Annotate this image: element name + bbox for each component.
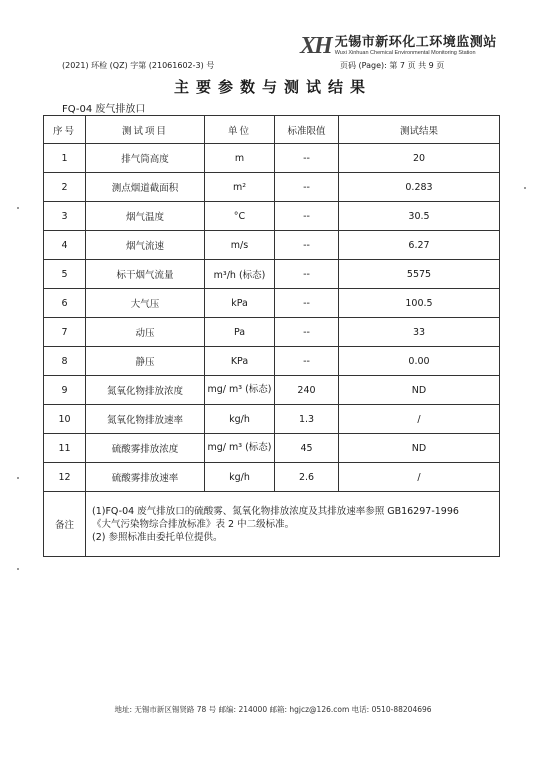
scan-speck — [524, 187, 526, 189]
row-result: ND — [339, 434, 500, 463]
row-item: 静压 — [86, 347, 205, 376]
scan-speck — [17, 207, 19, 209]
table-row — [44, 347, 500, 376]
row-unit: m³/h (标态) — [205, 260, 275, 289]
row-item: 氮氧化物排放浓度 — [86, 376, 205, 405]
row-item: 标干烟气流量 — [86, 260, 205, 289]
table-row — [44, 463, 500, 492]
row-item: 烟气温度 — [86, 202, 205, 231]
row-result: 0.00 — [339, 347, 500, 376]
header-result: 测试结果 — [339, 116, 500, 144]
table-row — [44, 318, 500, 347]
row-result: 6.27 — [339, 231, 500, 260]
row-limit: -- — [275, 318, 339, 347]
row-result: 30.5 — [339, 202, 500, 231]
row-item: 烟气流速 — [86, 231, 205, 260]
row-item: 排气筒高度 — [86, 144, 205, 173]
row-result: ND — [339, 376, 500, 405]
header-limit: 标准限值 — [275, 116, 339, 144]
row-no: 10 — [44, 405, 86, 434]
row-no: 6 — [44, 289, 86, 318]
row-result: 20 — [339, 144, 500, 173]
row-result: / — [339, 463, 500, 492]
row-unit: kg/h — [205, 405, 275, 434]
row-item: 大气压 — [86, 289, 205, 318]
header-no: 序号 — [44, 116, 86, 144]
row-no: 8 — [44, 347, 86, 376]
table-row — [44, 202, 500, 231]
row-no: 11 — [44, 434, 86, 463]
row-item: 硫酸雾排放浓度 — [86, 434, 205, 463]
note-line: 《大气污染物综合排放标准》表 2 中二级标准。 — [92, 518, 295, 530]
row-limit: 45 — [275, 434, 339, 463]
note-content — [86, 492, 500, 557]
table-row — [44, 173, 500, 202]
table-row — [44, 260, 500, 289]
row-limit: -- — [275, 289, 339, 318]
table-row — [44, 289, 500, 318]
section-subtitle: FQ-04 废气排放口 — [62, 104, 146, 115]
table-row — [44, 434, 500, 463]
results-table — [43, 115, 500, 557]
row-unit: Pa — [205, 318, 275, 347]
row-item: 测点烟道截面积 — [86, 173, 205, 202]
row-unit: mg/ m³ (标态) — [205, 376, 275, 405]
row-result: 33 — [339, 318, 500, 347]
row-unit: kPa — [205, 289, 275, 318]
row-no: 5 — [44, 260, 86, 289]
company-logo — [300, 34, 497, 58]
row-result: 100.5 — [339, 289, 500, 318]
row-item: 硫酸雾排放速率 — [86, 463, 205, 492]
row-limit: -- — [275, 231, 339, 260]
row-unit: m/s — [205, 231, 275, 260]
note-row — [44, 492, 500, 557]
table-row — [44, 405, 500, 434]
footer-contact: 地址: 无锡市新区锡贤路 78 号 邮编: 214000 邮箱: hgjcz@126.com 电话: 0510-88204696 — [114, 705, 432, 714]
row-limit: 2.6 — [275, 463, 339, 492]
page-title: 主要参数与测试结果 — [173, 78, 372, 96]
row-result: 0.283 — [339, 173, 500, 202]
note-line: (1)FQ-04 废气排放口的硫酸雾、氮氧化物排放浓度及其排放速率参照 GB16297-1996 — [92, 505, 459, 517]
scan-speck — [17, 568, 19, 570]
table-row — [44, 376, 500, 405]
row-no: 1 — [44, 144, 86, 173]
row-limit: -- — [275, 260, 339, 289]
table-row — [44, 144, 500, 173]
company-name-en: Wuxi Xinhuan Chemical Environmental Monitoring Station — [334, 50, 476, 56]
row-no: 7 — [44, 318, 86, 347]
page-info: 页码 (Page): 第 7 页 共 9 页 — [340, 61, 445, 70]
row-limit: -- — [275, 347, 339, 376]
row-limit: -- — [275, 173, 339, 202]
row-unit: m² — [205, 173, 275, 202]
row-unit: KPa — [205, 347, 275, 376]
company-name-cn: 无锡市新环化工环境监测站 — [334, 35, 497, 50]
note-line: (2) 参照标准由委托单位提供。 — [92, 531, 223, 543]
table-header-row — [44, 116, 500, 144]
row-no: 3 — [44, 202, 86, 231]
row-result: / — [339, 405, 500, 434]
document-number: (2021) 环检 (QZ) 字第 (21061602-3) 号 — [62, 61, 215, 70]
header-unit: 单位 — [205, 116, 275, 144]
logo-mark: XH — [300, 33, 331, 59]
table-row — [44, 231, 500, 260]
row-no: 4 — [44, 231, 86, 260]
row-limit: -- — [275, 202, 339, 231]
row-unit: m — [205, 144, 275, 173]
row-item: 动压 — [86, 318, 205, 347]
row-result: 5575 — [339, 260, 500, 289]
header-item: 测试项目 — [86, 116, 205, 144]
row-limit: 240 — [275, 376, 339, 405]
row-no: 9 — [44, 376, 86, 405]
row-unit: kg/h — [205, 463, 275, 492]
row-item: 氮氧化物排放速率 — [86, 405, 205, 434]
note-label: 备注 — [44, 492, 86, 557]
row-limit: -- — [275, 144, 339, 173]
row-unit: mg/ m³ (标态) — [205, 434, 275, 463]
row-limit: 1.3 — [275, 405, 339, 434]
row-no: 2 — [44, 173, 86, 202]
row-unit: °C — [205, 202, 275, 231]
row-no: 12 — [44, 463, 86, 492]
scan-speck — [17, 477, 19, 479]
